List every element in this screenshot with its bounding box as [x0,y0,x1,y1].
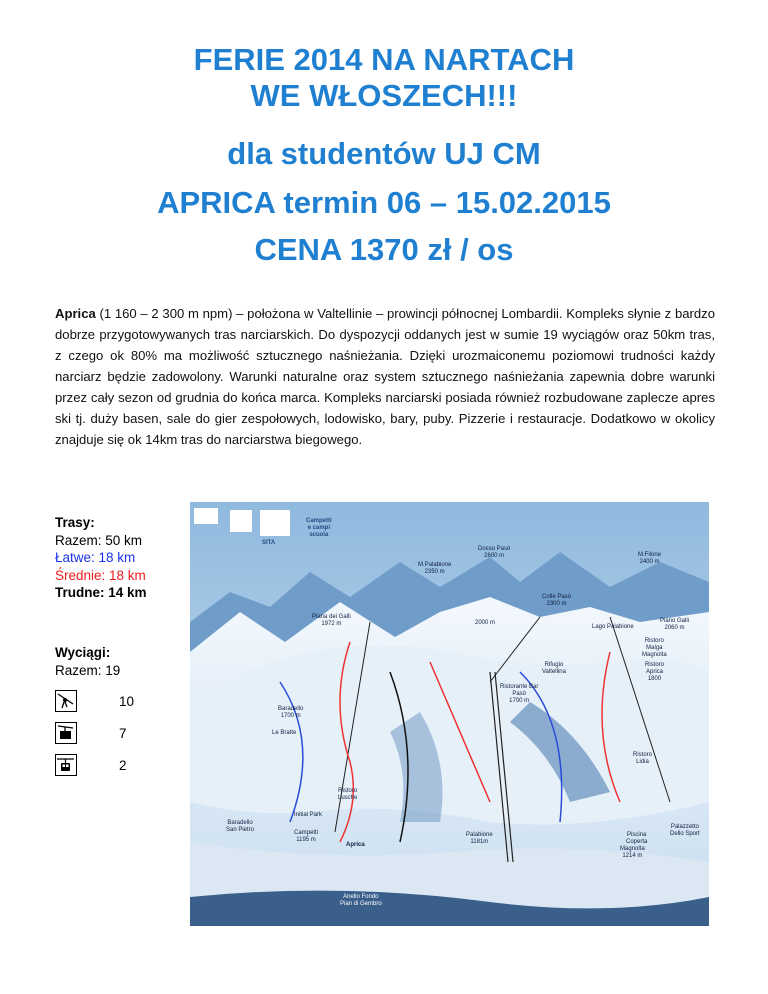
intro-paragraph [55,303,715,450]
intro-place-name: Aprica [55,306,96,321]
map-label-piscina: Piscina Coperta [626,832,648,845]
map-label-lebratte: Le Bratte [272,730,297,736]
map-label-2000m: 2000 m [475,620,496,626]
map-label-campetti: Campetti 1195 m [294,830,319,843]
map-label-magnolta-base: Magnolta 1214 m [620,846,645,859]
slopes-total: Razem: 50 km [55,532,143,548]
chairlift-count: 7 [119,726,127,741]
gondola-count: 2 [119,758,127,773]
map-label-pianogalli: Piano Galli 2060 m [660,618,690,631]
drag-lift-icon [55,690,77,712]
map-logo-campetti: Campetti e campi scuola [306,518,332,538]
subtitle-price: CENA 1370 zł / os [254,232,514,267]
intro-text: (1 160 – 2 300 m npm) – położona w Valtellinie – prowincji północnej Lombardii. Kompleks słynie z bardzo dobrze przygotowywanych tras narciarskich. Do dyspozycji oddanych jest w sumie 19 wyciągów oraz 50km tras, z czego ok 80% ma możliwość sztucznego naśnieżania. Dzięki urozmaiconemu poziomowi trudności każdy narciarz będzie zadowolony. Warunki naturalne oraz system sztucznego naśnieżania zapewnia dobre warunki przez cały sezon od grudnia do końca marca. Kompleks narciarski posiada również rozbudowane zaplecze apres ski tj. duży basen, sale do gier zespołowych, lodowisko, bary, puby. Pizzerie i restauracje. Dodatkowo w okolicy znajduje się ok 14km tras do narciarstwa biegowego. [55,306,715,447]
map-label-lago: Lago Palabione [592,624,634,630]
lift-type-gondola [55,754,175,780]
slopes-easy: Łatwe: 18 km [55,550,136,565]
map-label-lusche: Ristoro Lusche [338,788,358,801]
map-label-filone: M.Filone 2400 m [638,552,662,565]
map-label-lidia: Ristoro Lidia [633,752,653,765]
map-label-palazzetto: Palazzetto Dello Sport [670,824,700,837]
map-label-sanpietro: Baradello San Pietro [226,820,255,833]
gondola-icon [55,754,77,776]
subtitle-dates: APRICA termin 06 – 15.02.2015 [157,185,611,220]
lift-type-drag [55,690,175,716]
lift-type-chair [55,722,175,748]
slopes-title: Trasy: [55,515,95,530]
slopes-legend [55,514,195,602]
map-label-baradello: Baradello 1700 m [278,706,304,719]
drag-lift-count: 10 [119,694,135,709]
map-label-aprica: Aprica [346,842,365,848]
lifts-title: Wyciągi: [55,645,111,660]
map-label-dosso: Dosso Pasò 2600 m [478,546,511,559]
map-label-ristoro-aprica: Ristoro Aprica 1800 [645,662,665,682]
title-line-1: FERIE 2014 NA NARTACH [193,42,575,77]
map-label-bar: Ristorante Bar Pasò 1700 m [500,684,539,704]
lifts-legend [55,644,120,679]
map-label-magnolta: Ristoro Malga Magnolta [642,638,667,658]
chairlift-icon [55,722,77,744]
map-label-palabione-base: Palabione 1181m [466,832,493,845]
slopes-hard: Trudne: 14 km [55,585,147,600]
map-label-initial: Initial Park [294,812,323,818]
subtitle-audience: dla studentów UJ CM [227,136,541,171]
map-label-colle: Colle Pasò 2300 m [542,594,572,607]
map-label-piana: Piana dei Galli 1972 m [312,614,351,627]
map-label-rifugio: Rifugio Valtellina [542,662,566,675]
map-logo-sita: SITA [262,540,276,546]
ski-map [190,502,709,926]
title-line-2: WE WŁOSZECH!!! [250,78,518,113]
map-label-anello: Anello Fondo Pian di Gembro [340,894,382,907]
map-label-palabione: M.Palabione 2350 m [418,562,452,575]
lifts-total: Razem: 19 [55,662,121,678]
slopes-medium: Średnie: 18 km [55,567,146,583]
